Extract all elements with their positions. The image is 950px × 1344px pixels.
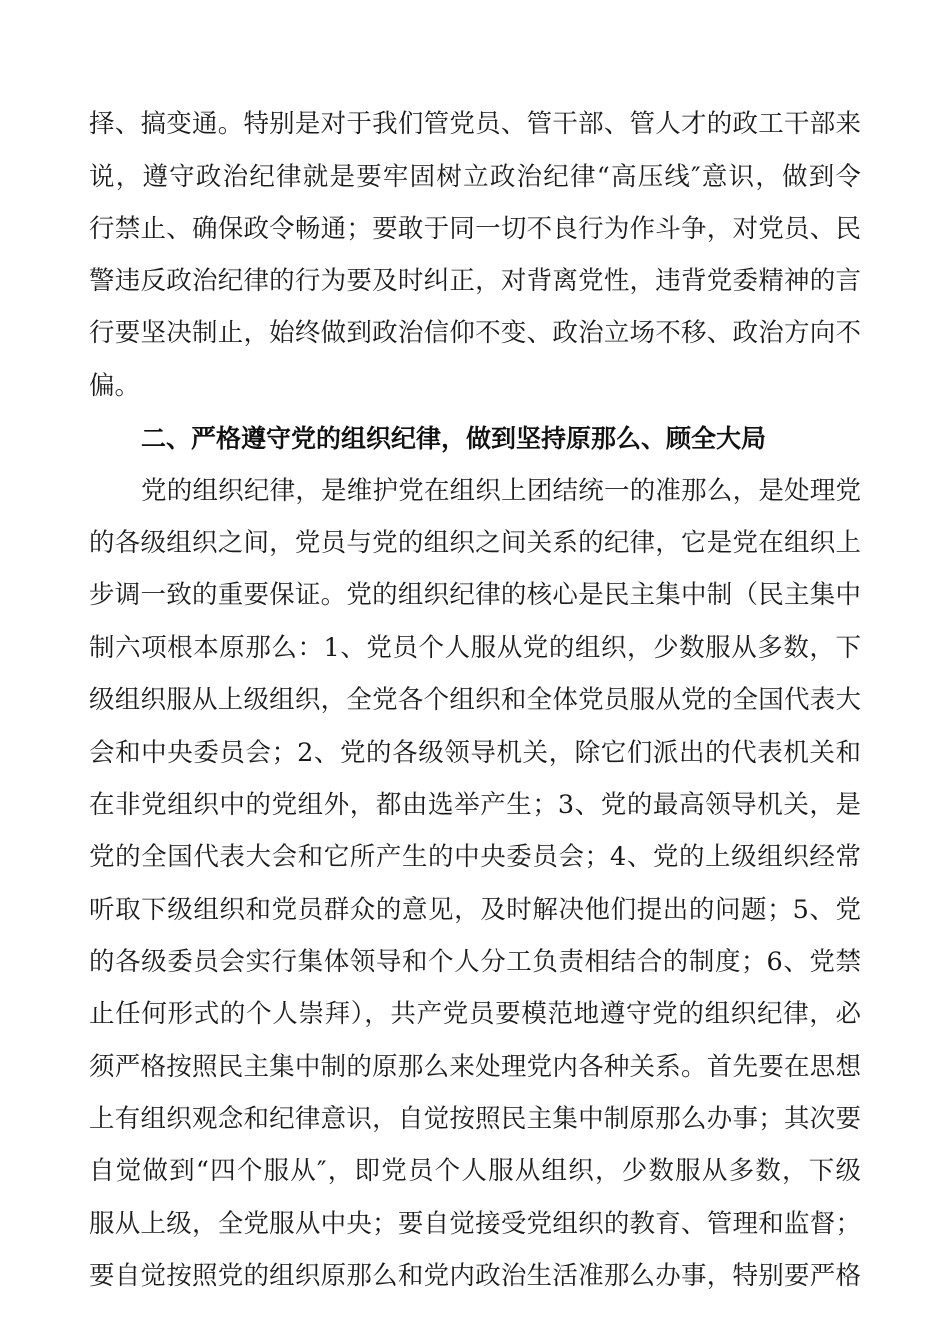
paragraph-line: 制六项根本原那么：1、党员个人服从党的组织，少数服从多数，下 (89, 633, 861, 663)
paragraph-line: 警违反政治纪律的行为要及时纠正，对背离党性，违背党委精神的言 (89, 266, 861, 296)
paragraph-line: 级组织服从上级组织，全党各个组织和全体党员服从党的全国代表大 (89, 685, 861, 715)
section-heading: 二、严格遵守党的组织纪律，做到坚持原那么、顾全大局 (141, 424, 767, 453)
paragraph-line: 听取下级组织和党员群众的意见，及时解决他们提出的问题；5、党 (89, 895, 861, 925)
paragraph-line: 步调一致的重要保证。党的组织纪律的核心是民主集中制（民主集中 (89, 580, 861, 610)
paragraph-line: 上有组织观念和纪律意识，自觉按照民主集中制原那么办事；其次要 (89, 1104, 861, 1134)
paragraph-line: 自觉做到“四个服从″，即党员个人服从组织，少数服从多数，下级 (89, 1156, 861, 1186)
paragraph-line: 行禁止、确保政令畅通；要敢于同一切不良行为作斗争，对党员、民 (89, 214, 861, 244)
paragraph-line: 的各级组织之间，党员与党的组织之间关系的纪律，它是党在组织上 (89, 528, 861, 558)
paragraph-line: 要自觉按照党的组织原那么和党内政治生活准那么办事，特别要严格 (89, 1261, 861, 1291)
paragraph-line: 行要坚决制止，始终做到政治信仰不变、政治立场不移、政治方向不 (89, 318, 861, 348)
paragraph-line: 会和中央委员会；2、党的各级领导机关，除它们派出的代表机关和 (89, 738, 861, 768)
paragraph-line: 说，遵守政治纪律就是要牢固树立政治纪律“高压线″意识，做到令 (89, 162, 861, 192)
paragraph-line: 止任何形式的个人崇拜），共产党员要模范地遵守党的组织纪律，必 (89, 999, 861, 1029)
paragraph-line: 服从上级，全党服从中央；要自觉接受党组织的教育、管理和监督； (89, 1209, 861, 1239)
paragraph-line: 须严格按照民主集中制的原那么来处理党内各种关系。首先要在思想 (89, 1052, 861, 1082)
paragraph-line: 偏。 (89, 371, 141, 401)
paragraph-line: 在非党组织中的党组外，都由选举产生；3、党的最高领导机关，是 (89, 790, 861, 820)
paragraph-line: 的各级委员会实行集体领导和个人分工负责相结合的制度；6、党禁 (89, 947, 861, 977)
paragraph-line: 党的组织纪律，是维护党在组织上团结统一的准那么，是处理党 (141, 476, 861, 506)
paragraph-line: 党的全国代表大会和它所产生的中央委员会；4、党的上级组织经常 (89, 842, 861, 872)
paragraph-line: 择、搞变通。特别是对于我们管党员、管干部、管人才的政工干部来 (89, 109, 861, 139)
